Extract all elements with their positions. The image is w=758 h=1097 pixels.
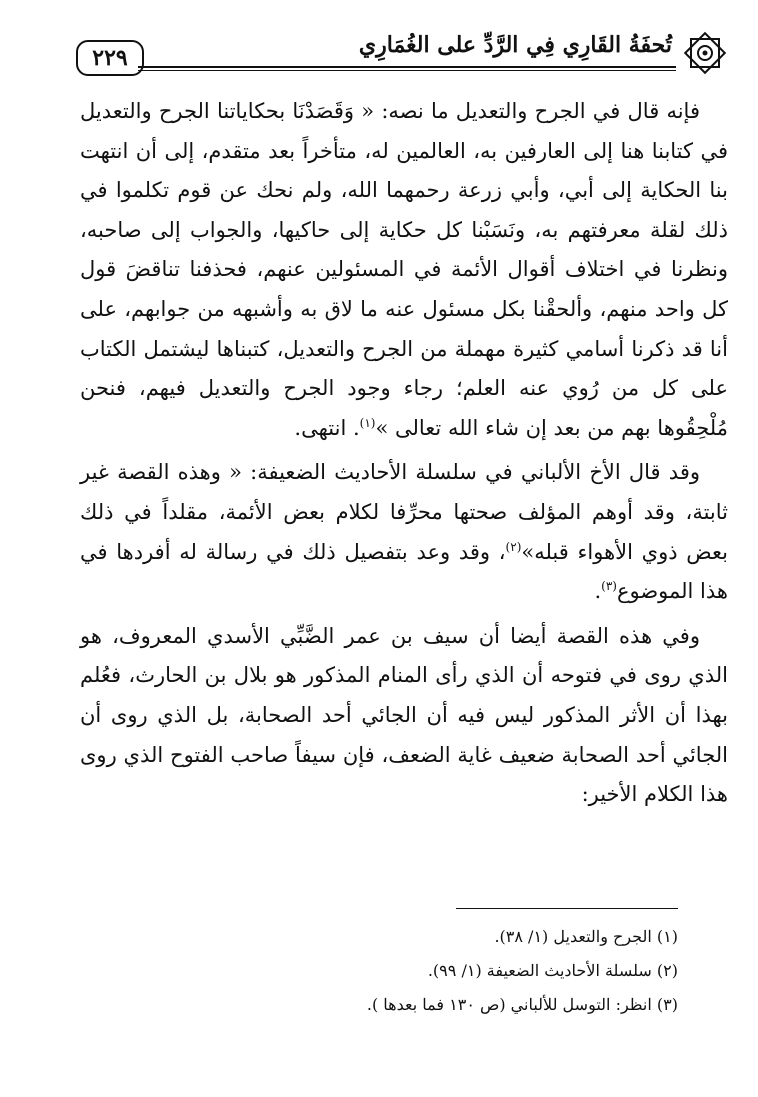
footnote-ref: (٢) [505, 539, 522, 554]
paragraph-text: وفي هذه القصة أيضا أن سيف بن عمر الضَّبِّي الأسدي المعروف، هو الذي روى في فتوحه أن الذي رأى المنام المذكور هو بلال بن الحارث، فعُلم بهذا أن الأثر المذكور ليس فيه أن الجائي أحد الصحابة، بل الذي روى أن الجائي أحد الصحابة ضعيف غاية الضعف، فإن سيفاً صاحب الفتوح الذي روى هذا الكلام الأخير: [80, 623, 728, 807]
page-header [76, 28, 726, 84]
header-rule-thin [138, 70, 676, 71]
header-rule [138, 66, 676, 68]
main-text [80, 92, 728, 815]
paragraph-text: وقد قال الأخ الألباني في سلسلة الأحاديث الضعيفة: « وهذه القصة غير ثابتة، وقد أوهم المؤلف صحتها محرِّفا لكلام بعض الأئمة، مقلداً في ذلك بعض ذوي الأهواء قبله» [80, 460, 728, 564]
footnote: (٢) سلسلة الأحاديث الضعيفة (١/ ٩٩). [427, 961, 678, 980]
paragraph-text: . انتهى. [294, 415, 360, 440]
paragraph-text: . [594, 579, 602, 604]
paragraph-text: فإنه قال في الجرح والتعديل ما نصه: « وَقَصَدْنَا بحكاياتنا الجرح والتعديل في كتابنا هنا إلى العارفين به، العالمين له، متأخراً بعد متقدم، إلى أن انتهت بنا الحكاية إلى أبي، وأبي زرعة رحمهما الله، ولم نحك عن قوم تكلموا في ذلك لقلة معرفتهم به، ونَسَبْنا كل حكاية إلى حاكيها، والجواب إلى صاحبه، ونظرنا في اختلاف أقوال الأئمة في المسئولين عنهم، فحذفنا تناقضَ قول كل واحد منهم، وألحقْنا بكل مسئول عنه ما لاق به وأشبهه من جوابهم، على أنا قد ذكرنا أسامي كثيرة مهملة من الجرح والتعديل، كتبناها ليشتمل الكتاب على كل من رُوي عنه العلم؛ رجاء وجود الجرح والتعديل فيهم، فنحن مُلْحِقُوها بهم من بعد إن شاء الله تعالى » [80, 99, 728, 440]
footnote-ref: (١) [359, 415, 376, 430]
page-number: ٢٢٩ [76, 40, 144, 76]
footnote-ref: (٣) [601, 579, 617, 594]
footnote: (١) الجرح والتعديل (١/ ٣٨). [494, 927, 678, 946]
paragraph [80, 92, 728, 448]
star-ornament-icon [682, 30, 728, 76]
footnote: (٣) انظر: التوسل للألباني (ص ١٣٠ فما بعدها ). [366, 995, 678, 1014]
footnotes [38, 920, 678, 1022]
running-title: تُحفَةُ القَارِي فِي الرَّدِّ على الغُمَارِي [358, 32, 672, 58]
paragraph [80, 617, 728, 815]
footnote-separator [456, 908, 678, 909]
paragraph-text: ، وقد وعد بتفصيل ذلك في رسالة له أفردها في هذا الموضوع [80, 539, 728, 604]
paragraph [80, 453, 728, 611]
